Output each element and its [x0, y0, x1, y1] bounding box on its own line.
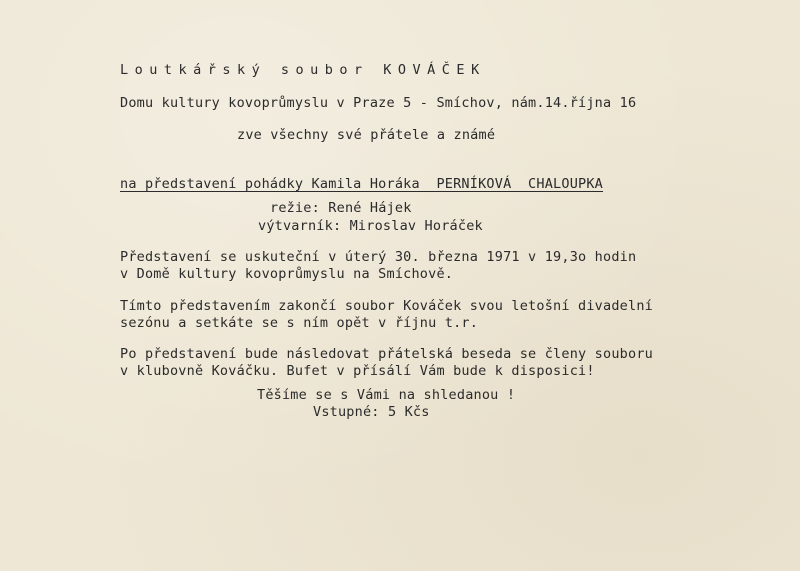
reception-line-2: v klubovně Kováčku. Bufet v přísálí Vám bude k disposici! [120, 363, 595, 379]
director-line: režie: René Hájek [270, 200, 412, 216]
date-line-2: v Domě kultury kovoprůmyslu na Smíchově. [120, 266, 454, 282]
admission-price: Vstupné: 5 Kčs [313, 404, 430, 420]
venue-line: Domu kultury kovoprůmyslu v Praze 5 - Smíchov, nám.14.října 16 [120, 95, 637, 111]
designer-line: výtvarník: Miroslav Horáček [258, 218, 483, 234]
season-line-1: Tímto představením zakončí soubor Kováček svou letošní divadelní [120, 298, 653, 314]
reception-line-1: Po představení bude následovat přátelská beseda se členy souboru [120, 346, 653, 362]
closing-greeting: Těšíme se s Vámi na shledanou ! [257, 387, 516, 403]
ensemble-heading: Loutkářský soubor KOVÁČEK [120, 62, 486, 78]
season-line-2: sezónu a setkáte se s ním opět v říjnu t.r. [120, 315, 479, 331]
invitation-line: zve všechny své přátele a známé [237, 127, 496, 143]
date-line-1: Představení se uskuteční v úterý 30. března 1971 v 19,3o hodin [120, 249, 637, 265]
performance-title-line: na představení pohádky Kamila Horáka PERNÍKOVÁ CHALOUPKA [120, 176, 604, 192]
